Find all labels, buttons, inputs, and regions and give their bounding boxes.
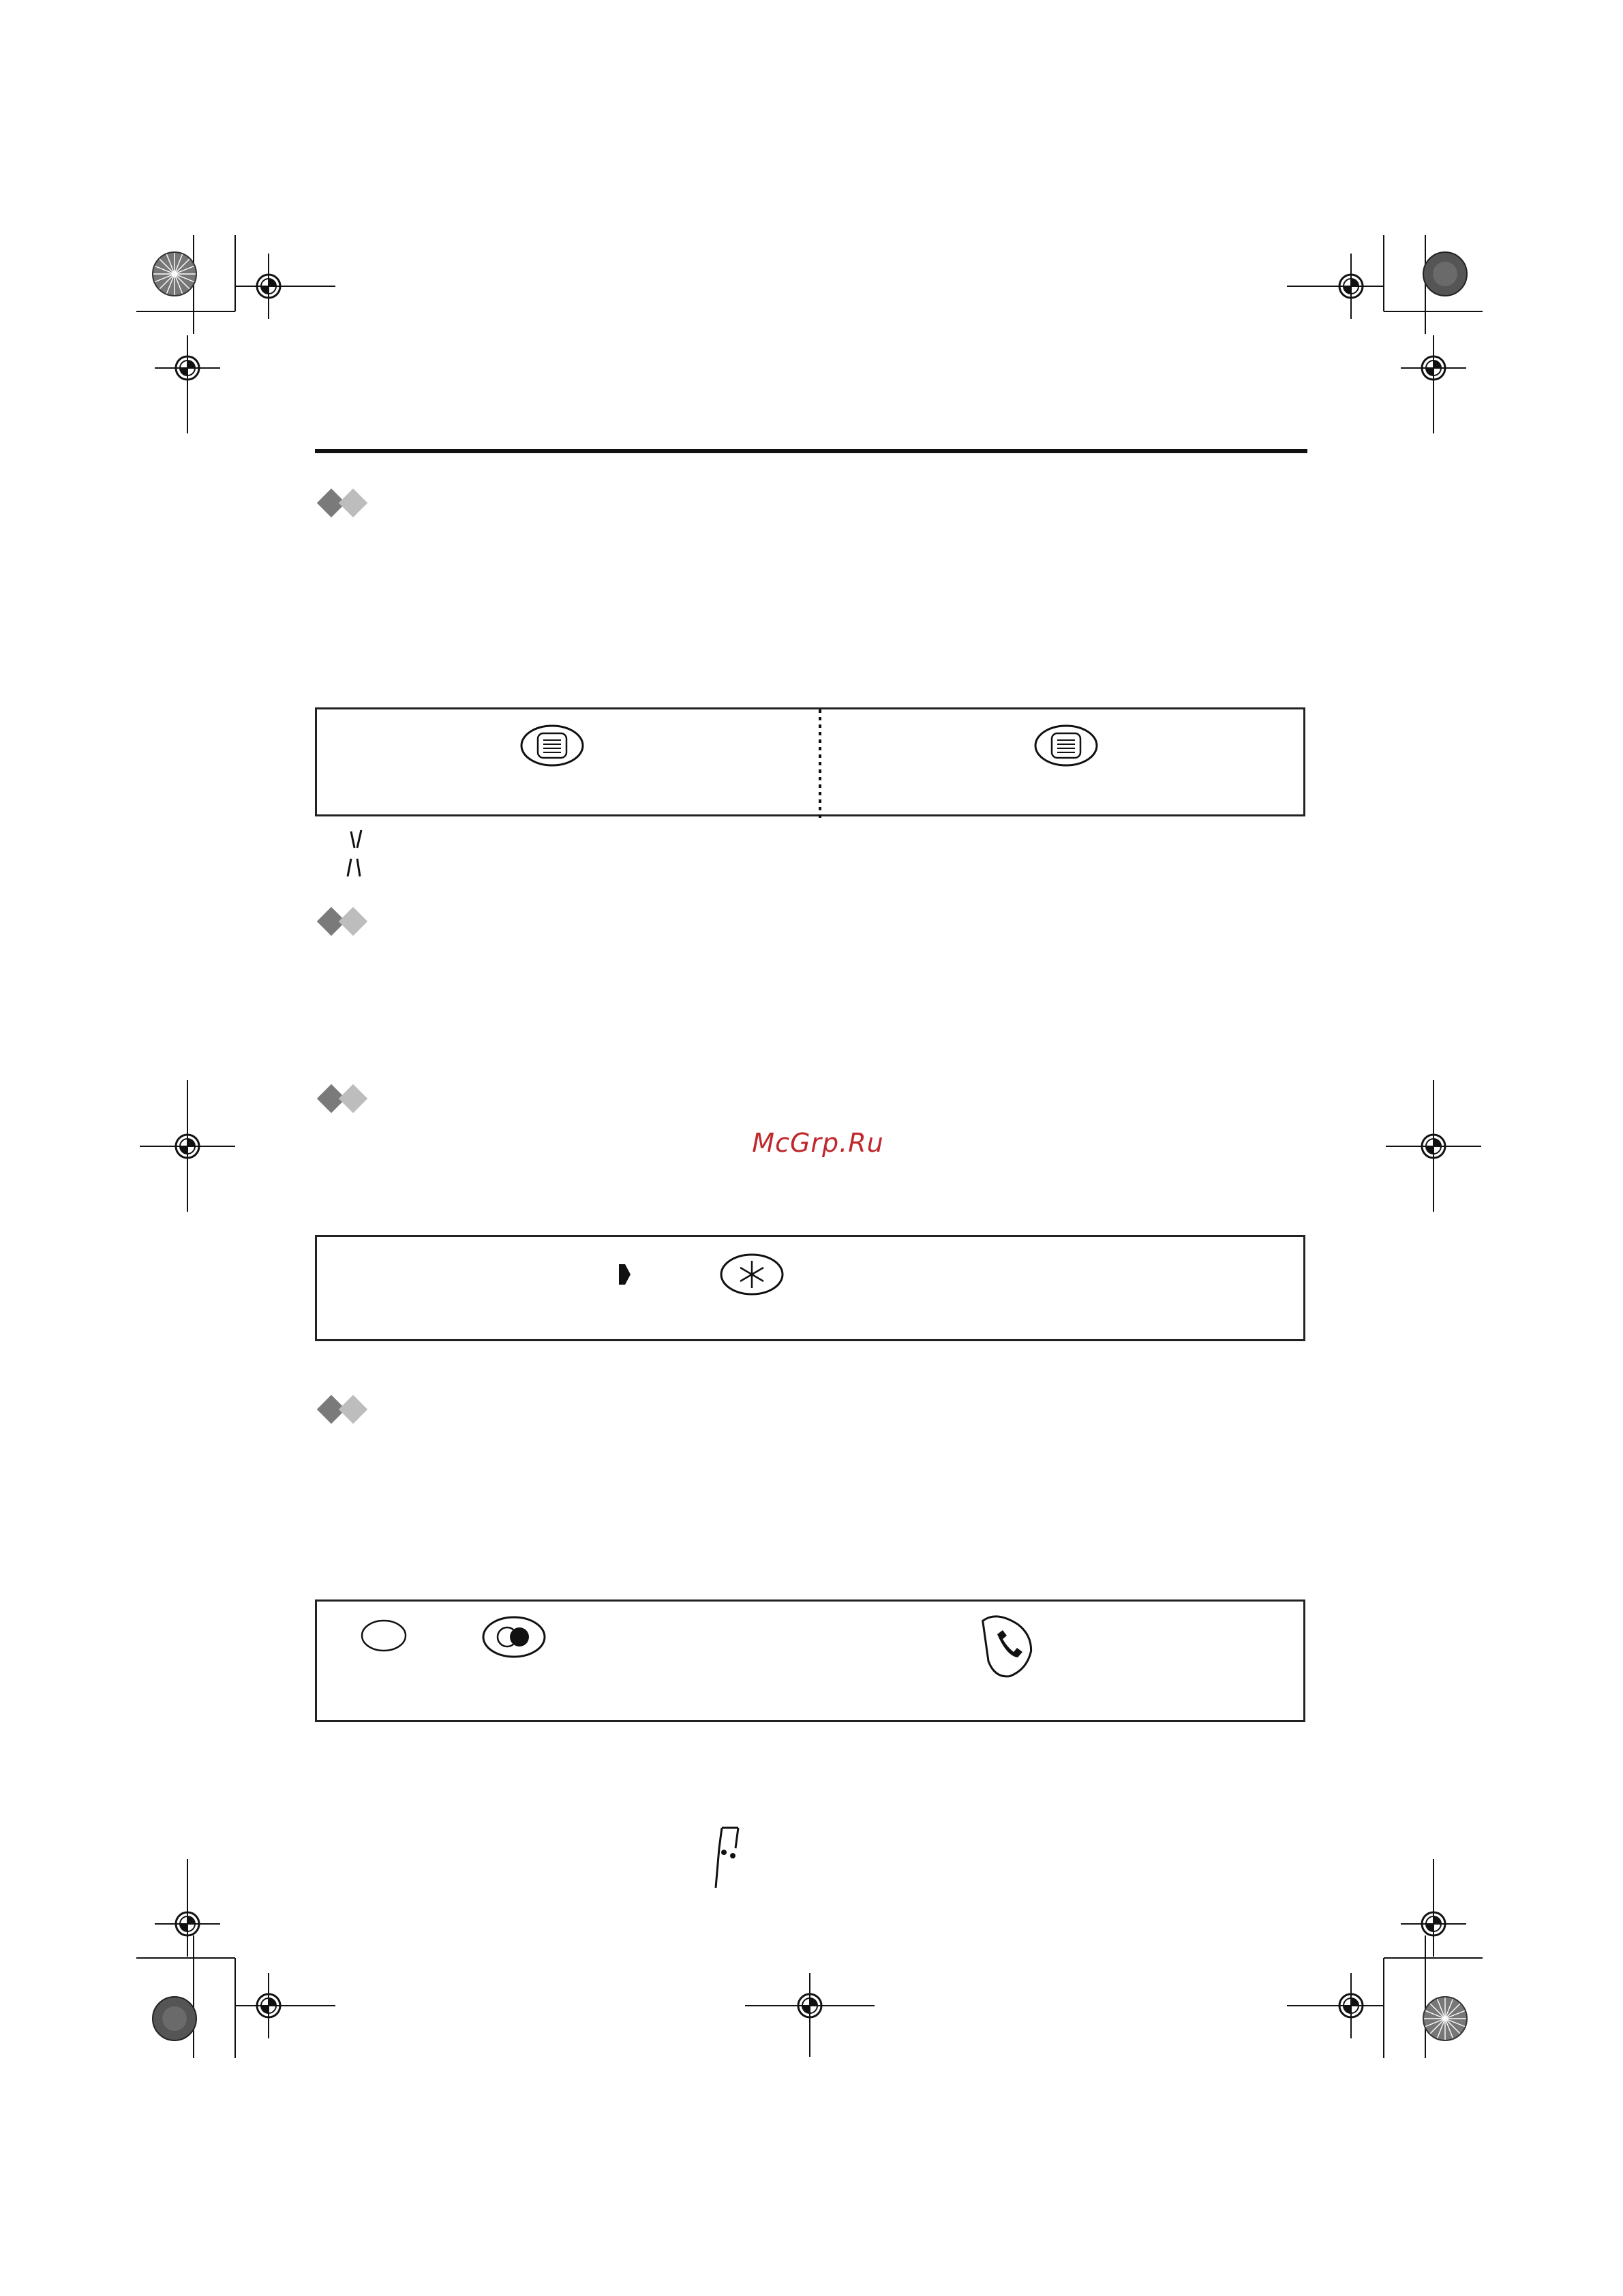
color-star-target-icon [153,1997,196,2040]
section-diamond-icon [317,1084,367,1113]
color-star-target-icon [153,252,196,296]
color-star-target-icon [1423,252,1467,296]
menu-button-icon [521,726,583,765]
lcd-glyph-icon [716,1828,738,1888]
arrow-icon [619,1264,631,1285]
talk-button-icon [982,1612,1035,1679]
asterisk-button-icon [721,1255,783,1294]
section-diamond-icon [317,489,367,517]
registration-line-group [140,286,1481,2057]
toggle-button-icon [483,1617,545,1657]
instruction-box-menu [315,707,1305,816]
instruction-box-talk-art [317,1602,1307,1724]
instruction-box-asterisk-art [317,1237,1307,1343]
color-star-target-icon [1423,1997,1467,2040]
instruction-box-menu-art [317,709,1307,818]
menu-button-icon [1035,726,1097,765]
lcd-glyph-icon [348,830,361,876]
section-diamond-icon [317,907,367,936]
instruction-box-talk [315,1599,1305,1722]
crop-mark-icon [136,1935,235,2058]
instruction-box-asterisk [315,1235,1305,1341]
watermark-text: McGrp.Ru [752,1128,884,1158]
section-diamond-icon [317,1395,367,1424]
blank-button-icon [362,1621,406,1651]
